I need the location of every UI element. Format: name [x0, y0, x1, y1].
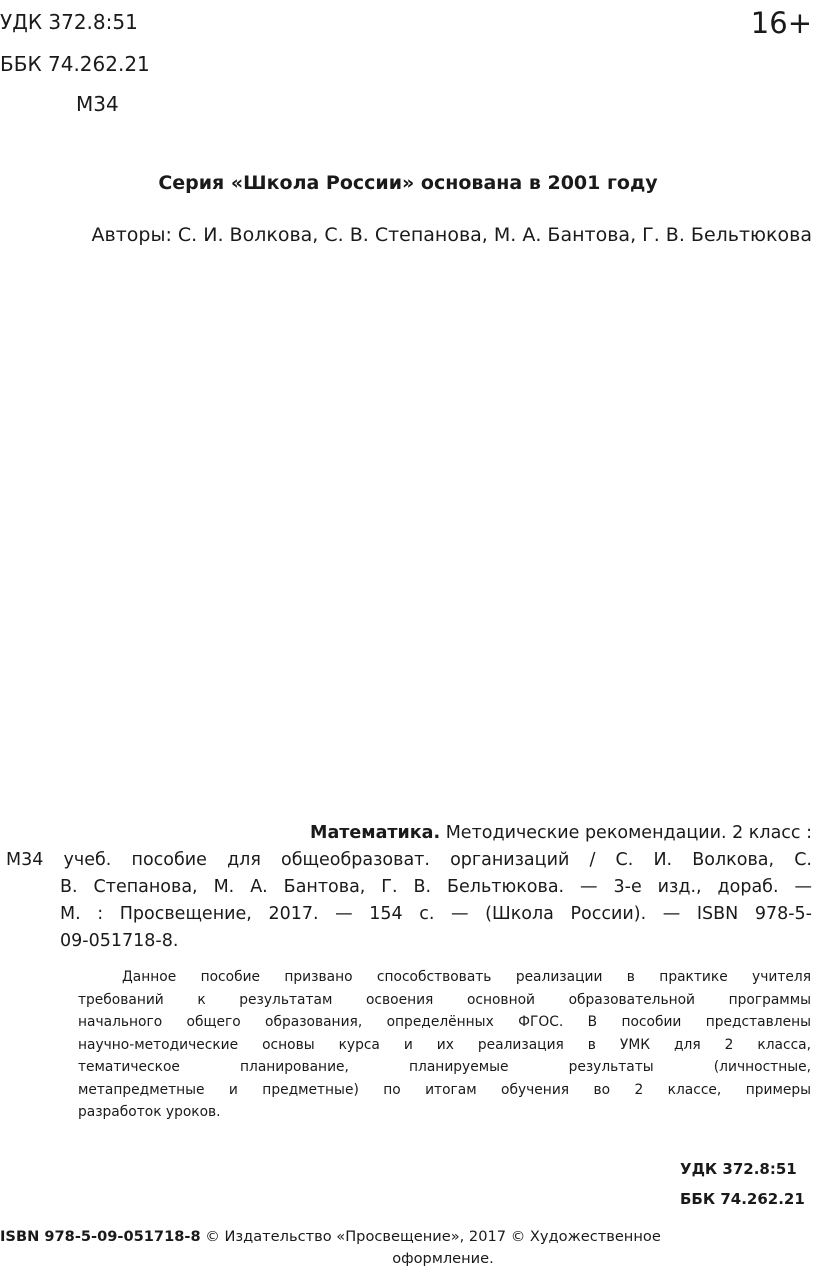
bbk-code-top: ББК 74.262.21 [0, 52, 150, 76]
abstract-line: тематическое планирование, планируемые результаты (личностные, [78, 1059, 811, 1075]
author-mark-top: М34 [76, 92, 119, 116]
authors-line: Авторы: С. И. Волкова, С. В. Степанова, М. А. Бантова, Г. В. Бельтюкова [91, 224, 812, 246]
abstract-line: метапредметные и предметные) по итогам обучения во 2 классе, примеры [78, 1081, 811, 1098]
bbk-code-bottom: ББК 74.262.21 [680, 1190, 805, 1208]
udk-code-top: УДК 372.8:51 [0, 10, 138, 34]
isbn: ISBN 978-5-09-051718-8 [0, 1228, 201, 1245]
copyright-footer [0, 1226, 816, 1270]
abstract-line: разработок уроков. [78, 1104, 221, 1120]
age-rating: 16+ [750, 6, 812, 40]
copyright-line-2: оформление. [392, 1250, 494, 1267]
copyright-line [0, 1226, 816, 1248]
abstract-line: начального общего образования, определённых ФГОС. В пособии представлены [78, 1014, 811, 1030]
biblio-line: М34 учеб. пособие для общеобразоват. организаций / С. И. Волкова, С. [6, 850, 812, 870]
bibliographic-description [6, 820, 812, 955]
abstract-line: Данное пособие призвано способствовать реализации в практике учителя [122, 969, 811, 985]
biblio-line: 09-051718-8. [60, 931, 179, 951]
book-title: Математика. [310, 823, 441, 843]
abstract-line: требований к результатам освоения основной образовательной программы [78, 991, 811, 1008]
book-subtitle: Методические рекомендации. 2 класс : [440, 823, 812, 843]
biblio-line: М. : Просвещение, 2017. — 154 с. — (Школа России). — ISBN 978-5- [60, 904, 812, 924]
biblio-title-line [6, 820, 812, 847]
udk-code-bottom: УДК 372.8:51 [680, 1160, 797, 1178]
series-title: Серия «Школа России» основана в 2001 году [158, 172, 658, 194]
copyright-text: © Издательство «Просвещение», 2017 © Художественное [200, 1228, 661, 1245]
abstract [78, 966, 811, 1124]
biblio-line: В. Степанова, М. А. Бантова, Г. В. Бельтюкова. — 3-е изд., дораб. — [60, 877, 812, 897]
abstract-line: научно-методические основы курса и их реализация в УМК для 2 класса, [78, 1036, 811, 1053]
